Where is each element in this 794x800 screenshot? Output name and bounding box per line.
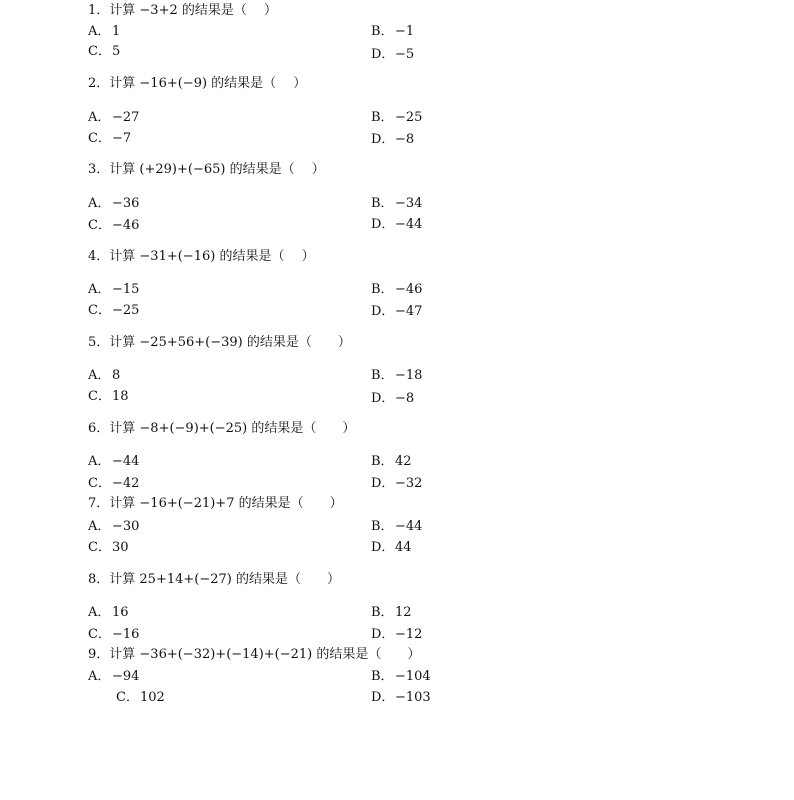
question-6-stem: 6．计算 −8+(−9)+(−25) 的结果是（ ） (88, 421, 356, 436)
option-letter: B． (371, 519, 394, 534)
question-5-option-a (88, 368, 120, 384)
option-letter: D． (371, 391, 395, 406)
option-letter: B． (371, 605, 394, 620)
question-8-option-a (88, 605, 129, 621)
option-letter: C． (88, 44, 111, 59)
option-letter: C． (88, 218, 111, 233)
question-4-option-b (371, 282, 422, 298)
option-value: −12 (395, 627, 423, 642)
option-letter: A． (88, 454, 111, 469)
question-7-option-a (88, 519, 139, 535)
question-5-option-b (371, 368, 422, 384)
option-value: −42 (112, 476, 140, 491)
option-letter: D． (371, 627, 395, 642)
question-4-option-d (371, 304, 422, 320)
option-letter: B． (371, 24, 394, 39)
question-1-stem: 1．计算 −3+2 的结果是（ ） (88, 3, 277, 18)
option-value: 18 (112, 389, 129, 404)
option-letter: D． (371, 217, 395, 232)
option-letter: D． (371, 476, 395, 491)
question-9-option-b (371, 669, 431, 685)
question-3-option-d (371, 217, 422, 233)
option-letter: B． (371, 196, 394, 211)
option-letter: B． (371, 282, 394, 297)
question-4-option-c (88, 303, 139, 319)
option-value: −5 (395, 47, 415, 62)
question-6-option-a (88, 454, 139, 470)
option-value: −47 (395, 304, 423, 319)
option-value: 1 (112, 24, 121, 39)
option-letter: A． (88, 282, 111, 297)
option-value: 8 (112, 368, 121, 383)
option-value: −46 (395, 282, 423, 297)
option-value: 42 (395, 454, 412, 469)
option-value: −44 (395, 217, 423, 232)
option-letter: A． (88, 196, 111, 211)
option-letter: A． (88, 669, 111, 684)
option-letter: D． (371, 132, 395, 147)
option-value: 44 (395, 540, 412, 555)
question-7-option-c (88, 540, 129, 556)
option-letter: C． (116, 690, 139, 705)
option-value: 30 (112, 540, 129, 555)
question-3-option-a (88, 196, 139, 212)
question-8-stem: 8．计算 25+14+(−27) 的结果是（ ） (88, 572, 340, 587)
question-7-stem: 7．计算 −16+(−21)+7 的结果是（ ） (88, 496, 343, 511)
question-2-stem: 2．计算 −16+(−9) 的结果是（ ） (88, 76, 307, 91)
option-value: −7 (112, 131, 132, 146)
option-letter: B． (371, 110, 394, 125)
option-value: −46 (112, 218, 140, 233)
option-letter: A． (88, 605, 111, 620)
question-2-option-a (88, 110, 139, 126)
option-value: −94 (112, 669, 140, 684)
option-value: −44 (112, 454, 140, 469)
option-letter: B． (371, 669, 394, 684)
option-value: 5 (112, 44, 121, 59)
option-letter: C． (88, 303, 111, 318)
question-2-option-c (88, 131, 131, 147)
option-letter: A． (88, 110, 111, 125)
option-value: −27 (112, 110, 140, 125)
option-value: −25 (112, 303, 140, 318)
option-value: −18 (395, 368, 423, 383)
option-letter: C． (88, 476, 111, 491)
option-letter: A． (88, 368, 111, 383)
option-value: −32 (395, 476, 423, 491)
option-letter: C． (88, 627, 111, 642)
option-letter: B． (371, 454, 394, 469)
option-letter: C． (88, 389, 111, 404)
option-value: −8 (395, 391, 415, 406)
option-letter: C． (88, 131, 111, 146)
question-9-option-a (88, 669, 139, 685)
option-value: −34 (395, 196, 423, 211)
option-letter: A． (88, 519, 111, 534)
option-value: −1 (395, 24, 415, 39)
question-4-option-a (88, 282, 139, 298)
option-value: −104 (395, 669, 431, 684)
question-1-option-a (88, 24, 120, 40)
option-letter: D． (371, 690, 395, 705)
option-value: 12 (395, 605, 412, 620)
question-8-option-c (88, 627, 139, 643)
option-value: 102 (140, 690, 165, 705)
question-8-option-b (371, 605, 412, 621)
option-value: 16 (112, 605, 129, 620)
question-2-option-d (371, 132, 414, 148)
question-5-stem: 5．计算 −25+56+(−39) 的结果是（ ） (88, 335, 351, 350)
question-1-option-b (371, 24, 414, 40)
question-5-option-c (88, 389, 129, 405)
question-9-option-d (371, 690, 431, 706)
question-1-option-c (88, 44, 120, 60)
option-letter: C． (88, 540, 111, 555)
question-6-option-c (88, 476, 139, 492)
question-2-option-b (371, 110, 422, 126)
option-letter: D． (371, 540, 395, 555)
question-7-option-b (371, 519, 422, 535)
option-value: −8 (395, 132, 415, 147)
option-letter: B． (371, 368, 394, 383)
option-value: −25 (395, 110, 423, 125)
question-3-option-c (88, 218, 139, 234)
question-4-stem: 4．计算 −31+(−16) 的结果是（ ） (88, 249, 315, 264)
option-value: −15 (112, 282, 140, 297)
option-value: −44 (395, 519, 423, 534)
option-letter: A． (88, 24, 111, 39)
option-value: −36 (112, 196, 140, 211)
question-8-option-d (371, 627, 422, 643)
option-value: −16 (112, 627, 140, 642)
question-6-option-d (371, 476, 422, 492)
question-9-stem: 9．计算 −36+(−32)+(−14)+(−21) 的结果是（ ） (88, 647, 421, 662)
question-7-option-d (371, 540, 412, 556)
question-9-option-c (116, 690, 165, 706)
option-letter: D． (371, 47, 395, 62)
question-3-option-b (371, 196, 422, 212)
question-5-option-d (371, 391, 414, 407)
option-value: −103 (395, 690, 431, 705)
question-1-option-d (371, 47, 414, 63)
option-letter: D． (371, 304, 395, 319)
question-3-stem: 3．计算 (+29)+(−65) 的结果是（ ） (88, 162, 325, 177)
option-value: −30 (112, 519, 140, 534)
question-6-option-b (371, 454, 412, 470)
